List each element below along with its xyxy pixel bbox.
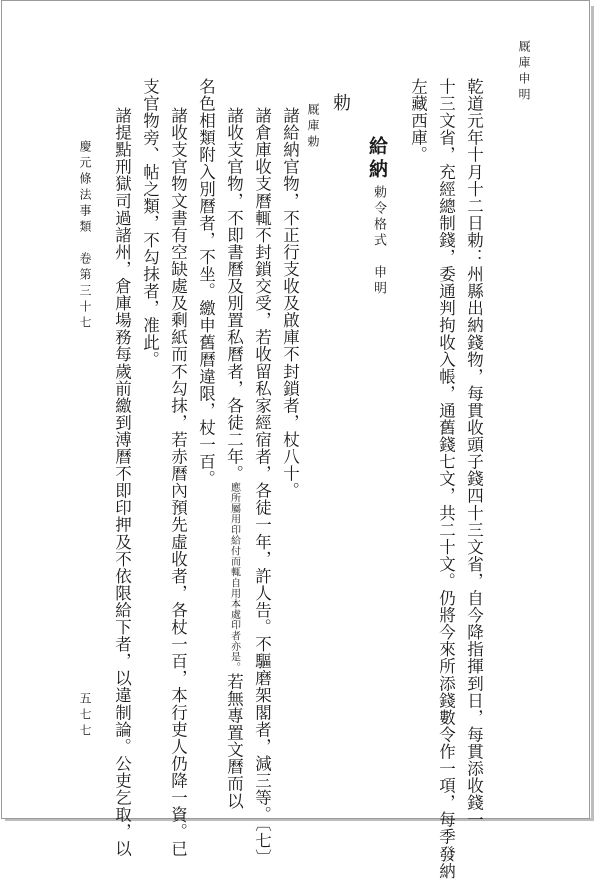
- text-column-9: 支官物旁、帖之類，不勾抹者，准此。: [140, 78, 160, 368]
- section-heading: 勅: [330, 93, 351, 111]
- text-column-2: 十三文省，充經總制錢，委通判拘收入帳，通舊錢七文，共二十文。仍將今來所添錢數令作一項，每季發納: [436, 78, 456, 879]
- footer-page-number: 五七七: [78, 692, 92, 740]
- text-column-6-note: 應所屬用印給付而輒自用本處印者亦是。: [228, 482, 240, 673]
- text-column-1: 乾道元年十月十二日勅：州縣出納錢物，每貫收頭子錢四十三文省，自今降指揮到日，每貫添收錢一: [464, 78, 484, 829]
- text-column-6: [225, 107, 242, 809]
- text-column-10: 諸提點刑獄司過諸州，倉庫場務每歲前繳到溥曆不即印押及不依限給下者，以違制論。公吏乞取，以: [112, 107, 132, 858]
- subsection-tag: 勅令格式 申明: [371, 185, 386, 297]
- text-column-4: 諸給納官物，不正行支收及啟庫不封鎖者，杖八十。: [280, 107, 300, 500]
- running-header-right: 厩庫申明: [517, 40, 531, 104]
- text-column-7: 名色相類附入別曆者，不坐。繳申舊曆違限，杖一百。: [196, 78, 216, 488]
- text-column-3: 左藏西庫。: [408, 78, 428, 164]
- subsection-title: 給納: [366, 136, 388, 182]
- text-column-5: 諸倉庫收支曆輒不封鎖交受，若收留私家經宿者，各徒一年，許人告。不驅磨架閣者，減三等。〔七〕: [252, 107, 272, 866]
- text-column-6-tail: 若無專置文曆而以: [224, 672, 244, 810]
- running-header-left: 厩庫勅: [306, 103, 320, 151]
- text-column-6-main: 諸收支官物，不即書曆及別置私曆者，各徒二年。: [224, 107, 244, 483]
- text-column-8: 諸收支官物文書有空缺處及剩紙而不勾抹，若赤曆內預先虛收者，各杖一百，本行吏人仍降一資。已: [168, 107, 188, 858]
- footer-book-title: 慶元條法事類 卷第三十七: [78, 140, 92, 332]
